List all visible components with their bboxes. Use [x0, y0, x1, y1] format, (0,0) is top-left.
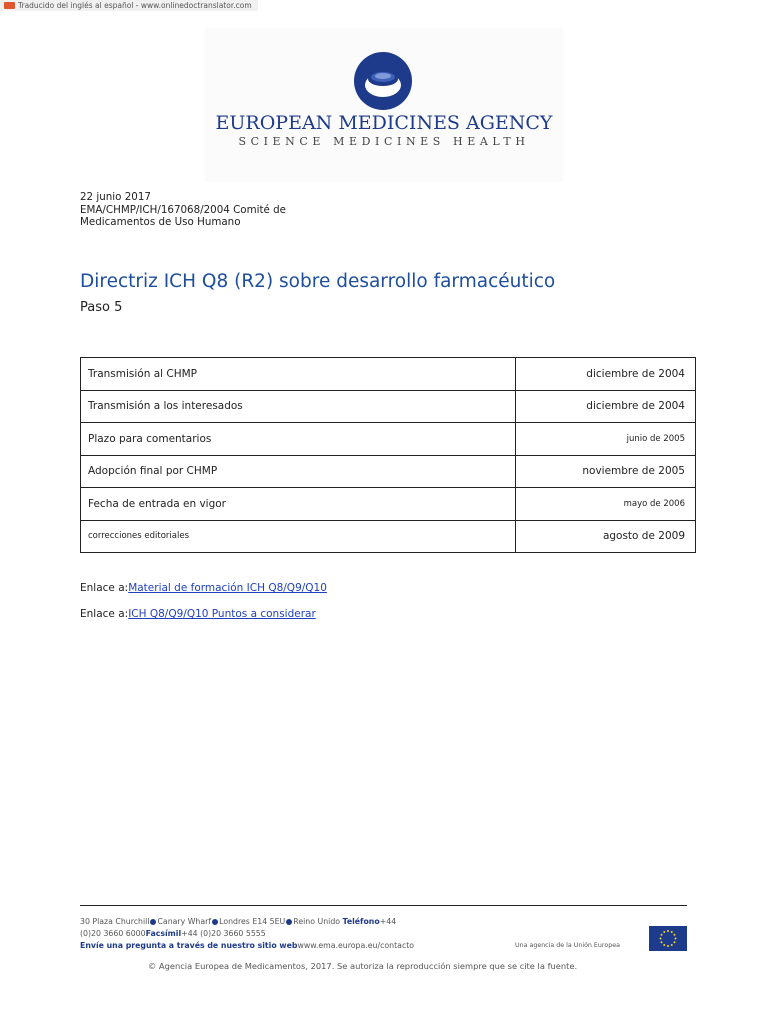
- document-reference: EMA/CHMP/ICH/167068/2004 Comité de: [80, 203, 286, 216]
- document-date: 22 junio 2017: [80, 191, 151, 203]
- footer-divider: [80, 905, 687, 906]
- milestone-label: Adopción final por CHMP: [81, 455, 516, 488]
- milestone-label: Plazo para comentarios: [81, 423, 516, 456]
- table-row: [81, 520, 696, 553]
- agency-logo: [205, 28, 563, 182]
- milestone-label: Transmisión al CHMP: [81, 358, 516, 391]
- milestone-date: agosto de 2009: [516, 520, 696, 553]
- table-row: [81, 423, 696, 456]
- translator-icon: [4, 2, 15, 9]
- address-line: Londres E14 5EU: [219, 917, 286, 926]
- phone-value: (0)20 3660 6000: [80, 929, 146, 938]
- address-line: Canary Wharf: [157, 917, 212, 926]
- committee-name: Medicamentos de Uso Humano: [80, 216, 241, 228]
- training-material-link[interactable]: Material de formación ICH Q8/Q9/Q10: [128, 582, 327, 594]
- address-line: Reino Unido: [293, 917, 341, 926]
- related-links: [80, 582, 327, 634]
- milestone-date: junio de 2005: [516, 423, 696, 456]
- milestone-date: diciembre de 2004: [516, 358, 696, 391]
- contact-url[interactable]: www.ema.europa.eu/contacto: [297, 941, 415, 950]
- phone-label: Teléfono: [342, 917, 380, 926]
- table-row: [81, 488, 696, 521]
- link-prefix: Enlace a:: [80, 582, 129, 594]
- document-step: Paso 5: [80, 300, 123, 315]
- agency-name: EUROPEAN MEDICINES AGENCY: [215, 112, 553, 134]
- table-row: [81, 390, 696, 423]
- milestone-label: correcciones editoriales: [81, 520, 516, 553]
- bullet-icon: [212, 919, 218, 925]
- translator-text: Traducido del inglés al español - www.onlinedoctranslator.com: [18, 1, 252, 10]
- fax-label: Facsímil: [145, 929, 182, 938]
- agency-tagline: SCIENCE MEDICINES HEALTH: [238, 135, 530, 148]
- contact-label: Envíe una pregunta a través de nuestro sitio web: [80, 941, 298, 950]
- document-title: Directriz ICH Q8 (R2) sobre desarrollo farmacéutico: [80, 271, 556, 292]
- address-line: 30 Plaza Churchill: [80, 917, 150, 926]
- table-row: [81, 455, 696, 488]
- copyright-notice: © Agencia Europea de Medicamentos, 2017. Se autoriza la reproducción siempre que se cite la fuente.: [148, 961, 578, 971]
- fax-value: +44 (0)20 3660 5555: [181, 929, 266, 938]
- points-to-consider-link[interactable]: ICH Q8/Q9/Q10 Puntos a considerar: [128, 608, 316, 620]
- footer-address: [80, 916, 414, 952]
- document-meta: [80, 191, 286, 229]
- bullet-icon: [286, 919, 292, 925]
- ema-globe-icon: [353, 51, 413, 111]
- milestones-table: [80, 357, 696, 553]
- eu-agency-text: Una agencia de la Unión Europea: [515, 942, 620, 949]
- milestone-date: noviembre de 2005: [516, 455, 696, 488]
- milestone-date: mayo de 2006: [516, 488, 696, 521]
- phone-value: +44: [379, 917, 397, 926]
- milestone-label: Fecha de entrada en vigor: [81, 488, 516, 521]
- link-row: [80, 608, 327, 634]
- milestone-date: diciembre de 2004: [516, 390, 696, 423]
- translator-banner[interactable]: [0, 0, 258, 11]
- table-row: [81, 358, 696, 391]
- link-prefix: Enlace a:: [80, 608, 129, 620]
- eu-flag-icon: [649, 926, 687, 951]
- milestone-label: Transmisión a los interesados: [81, 390, 516, 423]
- bullet-icon: [150, 919, 156, 925]
- link-row: [80, 582, 327, 608]
